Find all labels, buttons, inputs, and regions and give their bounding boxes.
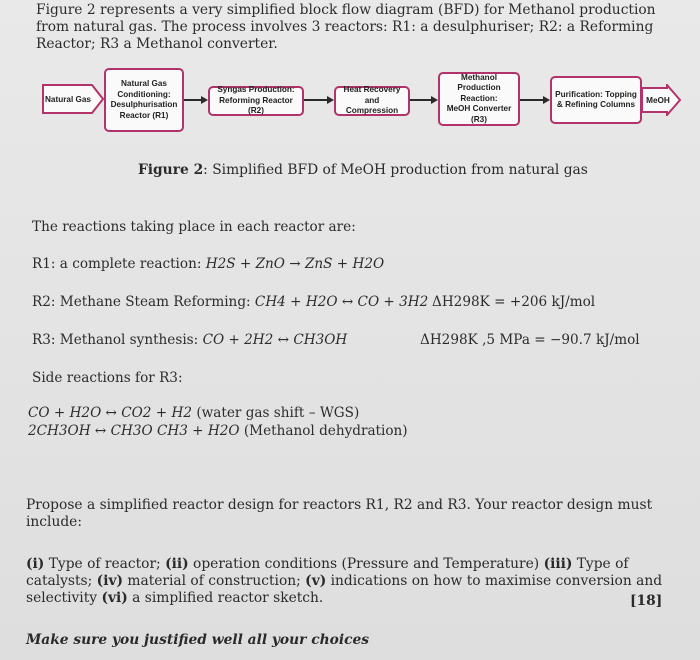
side-reaction-dehydration xyxy=(28,423,408,439)
block3-line1: Heat Recovery and xyxy=(343,85,401,105)
block1-line3: Desulphurisation xyxy=(110,100,178,109)
item-iii-text: Type of catalysts; xyxy=(26,556,629,589)
block-methanol-converter xyxy=(438,72,520,126)
reaction-r2 xyxy=(32,294,428,310)
side-reaction-wgs xyxy=(28,405,359,421)
block5-line2: & Refining Columns xyxy=(556,100,636,109)
r2-equation: CH4 + H2O ↔ CO + 3H2 xyxy=(254,294,429,310)
side-reactions-heading: Side reactions for R3: xyxy=(32,370,183,386)
requirements-paragraph xyxy=(26,556,666,607)
block-heat-recovery xyxy=(334,86,410,116)
block-purification xyxy=(550,76,642,124)
arrow-4 xyxy=(520,99,544,101)
arrow-3-head xyxy=(431,96,438,104)
arrow-2 xyxy=(304,99,328,101)
item-i-text: Type of reactor; xyxy=(44,556,166,572)
r3-enthalpy-label: ΔH298K ,5 MPa xyxy=(420,332,530,348)
block-desulphurisation xyxy=(104,68,184,132)
item-ii-text: operation conditions (Pressure and Temperature) xyxy=(188,556,544,572)
block3-line2: Compression xyxy=(345,106,399,116)
caption-label: Figure 2 xyxy=(138,162,204,178)
block-reforming xyxy=(208,86,304,116)
block1-line1: Natural Gas xyxy=(121,79,167,88)
reaction-r3 xyxy=(32,332,347,348)
meoh-label: MeOH xyxy=(646,96,670,105)
question-paragraph: Propose a simplified reactor design for reactors R1, R2 and R3. Your reactor design must include: xyxy=(26,497,653,530)
marks-label: [18] xyxy=(630,593,663,609)
block4-line3: MeOH Converter (R3) xyxy=(446,104,512,124)
arrow-1 xyxy=(184,99,202,101)
r3-prefix: R3: Methanol synthesis: xyxy=(32,332,203,348)
meoh-output-arrow xyxy=(641,84,681,116)
reaction-r1 xyxy=(32,256,384,272)
item-iv-label: (iv) xyxy=(96,573,123,589)
item-v-label: (v) xyxy=(305,573,327,589)
item-vi-label: (vi) xyxy=(101,590,128,606)
block5-line1: Purification: Topping xyxy=(555,89,637,99)
intro-paragraph: Figure 2 represents a very simplified block flow diagram (BFD) for Methanol production from natural gas. The process involves 3 reactors: R1: a desulphuriser; R2: a Reforming Reactor; R3 a Methanol converter. xyxy=(36,2,656,52)
r2-prefix: R2: Methane Steam Reforming: xyxy=(32,294,255,310)
block4-line2: Production Reaction: xyxy=(457,83,501,103)
r1-prefix: R1: a complete reaction: xyxy=(32,256,206,272)
arrow-3 xyxy=(410,99,432,101)
block-flow-diagram xyxy=(0,66,700,146)
arrow-4-head xyxy=(543,96,550,104)
dehydration-equation: 2CH3OH ↔ CH3O CH3 + H2O xyxy=(28,423,240,439)
r3-enthalpy xyxy=(420,332,640,348)
dehydration-note: (Methanol dehydration) xyxy=(243,423,408,439)
item-ii-label: (ii) xyxy=(165,556,189,572)
r2-enthalpy-value: = +206 kJ/mol xyxy=(489,294,596,310)
r3-enthalpy-value: = −90.7 kJ/mol xyxy=(529,332,640,348)
caption-text: : Simplified BFD of MeOH production from natural gas xyxy=(203,162,588,178)
wgs-note: (water gas shift – WGS) xyxy=(196,405,360,421)
r3-equation: CO + 2H2 ↔ CH3OH xyxy=(202,332,348,348)
block1-line2: Conditioning: xyxy=(117,89,171,99)
natural-gas-label: Natural Gas xyxy=(45,95,91,104)
r1-equation: H2S + ZnO → ZnS + H2O xyxy=(205,256,385,272)
reactions-intro: The reactions taking place in each reactor are: xyxy=(32,219,356,235)
block2-line1: Syngas Production: xyxy=(217,85,295,95)
figure-caption xyxy=(138,162,588,178)
wgs-equation: CO + H2O ↔ CO2 + H2 xyxy=(28,405,192,421)
block2-line2: Reforming Reactor (R2) xyxy=(219,95,293,116)
item-v-text: indications on how to maximise conversion and selectivity xyxy=(26,573,663,606)
r2-enthalpy xyxy=(432,294,595,310)
arrow-1-head xyxy=(201,96,208,104)
arrow-2-head xyxy=(327,96,334,104)
item-iii-label: (iii) xyxy=(543,556,573,572)
item-iv-text: material of construction; xyxy=(123,573,306,589)
block4-line1: Methanol xyxy=(461,72,497,82)
final-instruction: Make sure you justified well all your choices xyxy=(26,632,370,648)
r2-enthalpy-label: ΔH298K xyxy=(432,294,490,310)
item-vi-text: a simplified reactor sketch. xyxy=(127,590,324,606)
block1-line4: Reactor (R1) xyxy=(119,110,169,120)
natural-gas-input-arrow xyxy=(42,84,104,114)
item-i-label: (i) xyxy=(26,556,45,572)
